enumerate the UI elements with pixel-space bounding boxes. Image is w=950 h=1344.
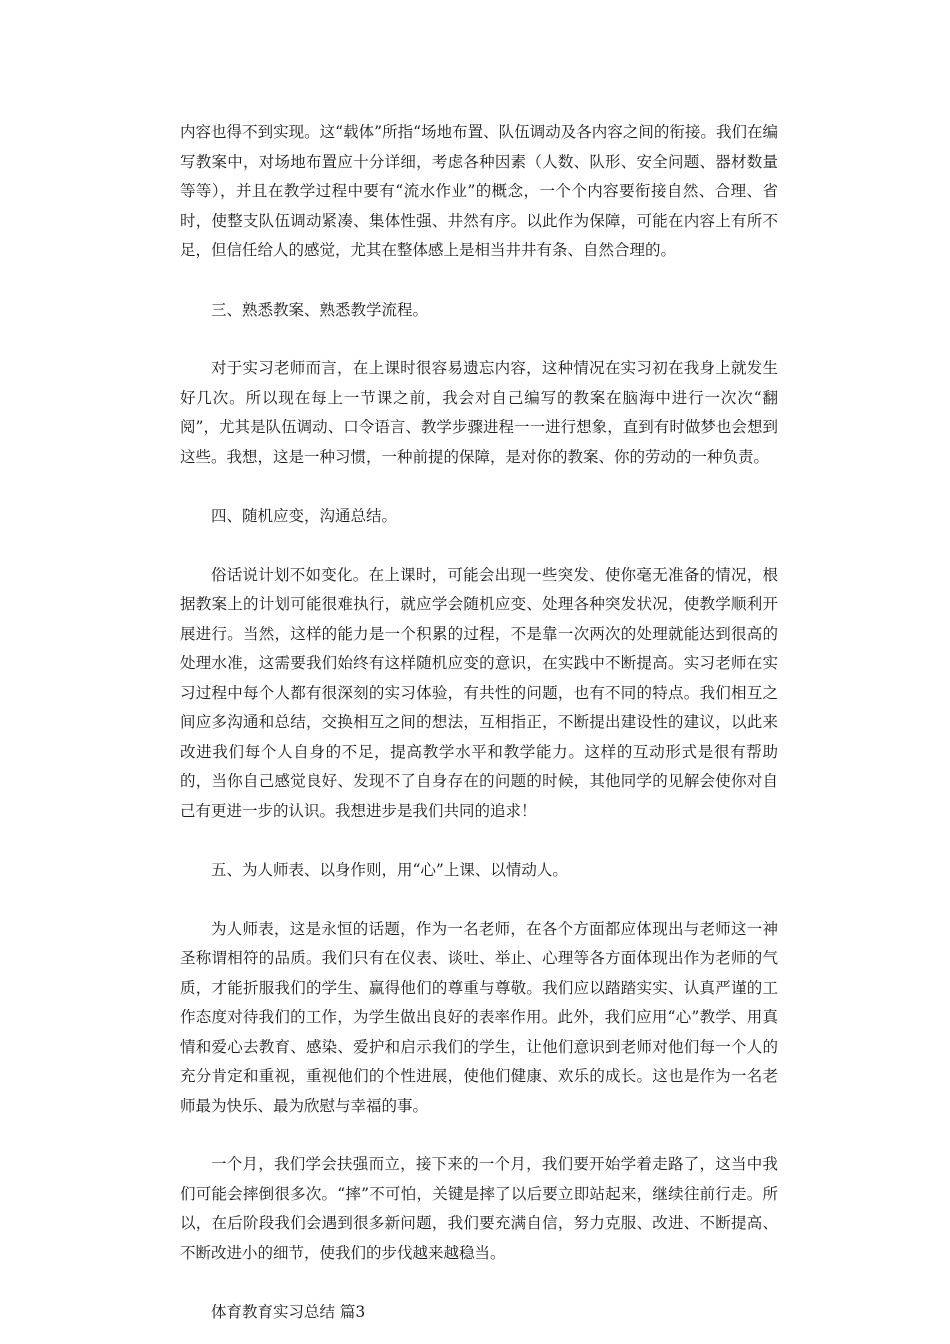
paragraph-intro-continued: 内容也得不到实现。这“载体”所指“场地布置、队伍调动及各内容之间的衔接。我们在编写教案中，对场地布置应十分详细，考虑各种因素（人数、队形、安全问题、器材数量等等），并且在教学过程中要有“流水作业”的概念，一个个内容要衔接自然、合理、省时，使整支队伍调动紧凑、集体性强、井然有序。以此作为保障，可能在内容上有所不足，但信任给人的感觉，尤其在整体感上是相当井井有条、自然合理的。 xyxy=(180,123,778,259)
document-page xyxy=(180,118,778,1328)
section-heading-3: 三、熟悉教案、熟悉教学流程。 xyxy=(211,300,429,319)
paragraph-section-4: 俗话说计划不如变化。在上课时，可能会出现一些突发、使你毫无准备的情况，根据教案上的计划可能很难执行，就应学会随机应变、处理各种突发状况，使教学顺利开展进行。当然，这样的能力是一个积累的过程，不是靠一次两次的处理就能达到很高的处理水准，这需要我们始终有这样随机应变的意识，在实践中不断提高。实习老师在实习过程中每个人都有很深刻的实习体验，有共性的问题，也有不同的特点。我们相互之间应多沟通和总结，交换相互之间的想法，互相指正，不断提出建设性的建议，以此来改进我们每个人自身的不足，提高教学水平和教学能力。这样的互动形式是很有帮助的，当你自己感觉良好、发现不了自身存在的问题的时候，其他同学的见解会使你对自己有更进一步的认识。我想进步是我们共同的追求！ xyxy=(180,565,778,820)
section-heading-5: 五、为人师表、以身作则，用“心”上课、以情动人。 xyxy=(211,861,568,879)
article-title-part-3: 体育教育实习总结 篇3 xyxy=(211,1303,366,1321)
paragraph-closing: 一个月，我们学会扶强而立，接下来的一个月，我们要开始学着走路了，这当中我们可能会摔倒很多次。“摔”不可怕，关键是摔了以后要立即站起来，继续往前行走。所以，在后阶段我们会遇到很多新问题，我们要充满自信，努力克服、改进、不断提高、不断改进小的细节，使我们的步伐越来越稳当。 xyxy=(180,1155,778,1262)
paragraph-section-3: 对于实习老师而言，在上课时很容易遗忘内容，这种情况在实习初在我身上就发生好几次。所以现在每上一节课之前，我会对自己编写的教案在脑海中进行一次次“翻阅”，尤其是队伍调动、口令语言、教学步骤进程一一进行想象，直到有时做梦也会想到这些。我想，这是一种习惯，一种前提的保障，是对你的教案、你的劳动的一种负责。 xyxy=(180,359,778,466)
section-heading-4: 四、随机应变，沟通总结。 xyxy=(211,507,398,525)
paragraph-section-5: 为人师表，这是永恒的话题，作为一名老师，在各个方面都应体现出与老师这一神圣称谓相符的品质。我们只有在仪表、谈吐、举止、心理等各方面体现出作为老师的气质，才能折服我们的学生、赢得他们的尊重与尊敬。我们应以踏踏实实、认真严谨的工作态度对待我们的工作，为学生做出良好的表率作用。此外，我们应用“心”教学、用真情和爱心去教育、感染、爱护和启示我们的学生，让他们意识到老师对他们每一个人的充分肯定和重视，重视他们的个性进展，使他们健康、欢乐的成长。这也是作为一名老师最为快乐、最为欣慰与幸福的事。 xyxy=(180,919,778,1115)
